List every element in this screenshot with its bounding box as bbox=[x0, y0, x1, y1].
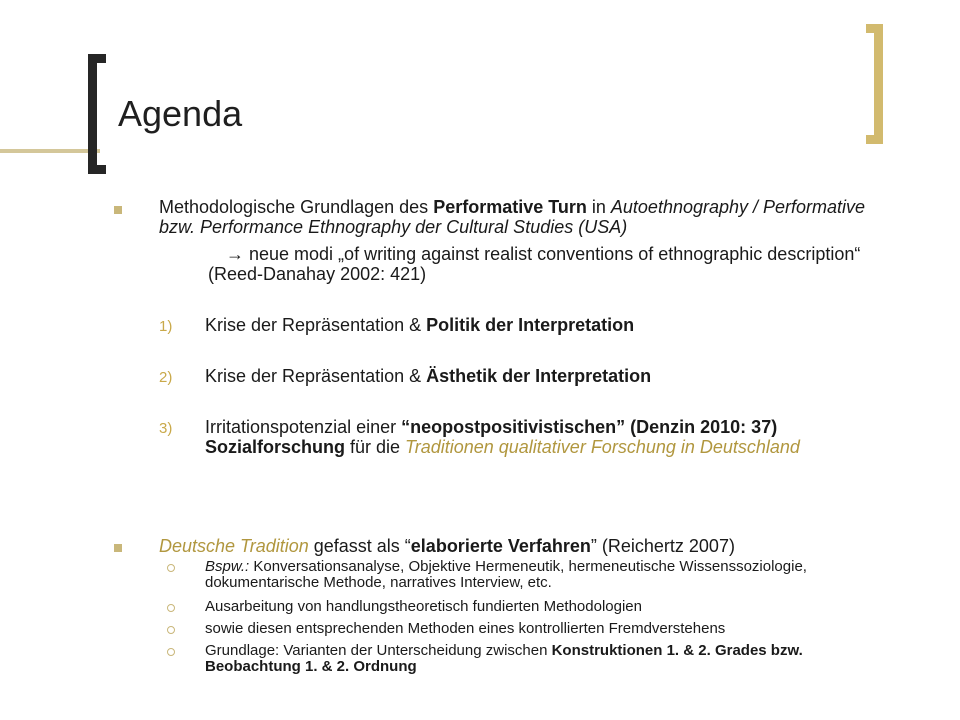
right-bracket-bottom bbox=[866, 135, 883, 144]
number-2: 2) bbox=[159, 369, 173, 386]
sub-bullet-2: Ausarbeitung von handlungstheoretisch fundierten Methodologien bbox=[205, 598, 642, 615]
numbered-item-3: Irritationspotenzial einer “neopostpositivistischen” (Denzin 2010: 37) Sozialforschung für die Traditionen qualitativer Forschung in Deutschland bbox=[205, 417, 800, 457]
circle-bullet-icon bbox=[167, 648, 175, 656]
circle-bullet-icon bbox=[167, 626, 175, 634]
right-bracket-top bbox=[866, 24, 883, 33]
bullet-2-text: Deutsche Tradition gefasst als “elaborierte Verfahren” (Reichertz 2007) bbox=[159, 536, 735, 556]
numbered-item-1: Krise der Repräsentation & Politik der Interpretation bbox=[205, 315, 635, 335]
left-bracket-top bbox=[88, 54, 106, 63]
slide-title: Agenda bbox=[118, 93, 243, 134]
number-3: 3) bbox=[159, 420, 173, 437]
right-bracket bbox=[874, 24, 883, 144]
sub-bullet-1: Bspw.: Konversationsanalyse, Objektive Hermeneutik, hermeneutische Wissenssoziologie, dokumentarische Methode, narratives Interview, etc. bbox=[205, 558, 807, 591]
numbered-item-2: Krise der Repräsentation & Ästhetik der Interpretation bbox=[205, 366, 652, 386]
left-bracket bbox=[88, 54, 97, 174]
title-underline-bar bbox=[0, 149, 100, 153]
number-1: 1) bbox=[159, 318, 173, 335]
bullet-icon bbox=[114, 544, 122, 552]
bullet-1-sub: → neue modi „of writing against realist conventions of ethnographic description“ (Reed-Danahay 2002: 421) bbox=[208, 244, 861, 284]
sub-bullet-3: sowie diesen entsprechenden Methoden eines kontrollierten Fremdverstehens bbox=[205, 620, 726, 637]
sub-bullet-4: Grundlage: Varianten der Unterscheidung zwischen Konstruktionen 1. & 2. Grades bzw. Beobachtung 1. & 2. Ordnung bbox=[205, 642, 803, 675]
circle-bullet-icon bbox=[167, 604, 175, 612]
bullet-icon bbox=[114, 206, 122, 214]
circle-bullet-icon bbox=[167, 564, 175, 572]
left-bracket-bottom bbox=[88, 165, 106, 174]
bullet-1-text: Methodologische Grundlagen des Performative Turn in Autoethnography / Performative bzw. Performance Ethnography der Cultural Studies (USA) bbox=[159, 197, 866, 237]
arrow-icon: → bbox=[226, 244, 244, 264]
